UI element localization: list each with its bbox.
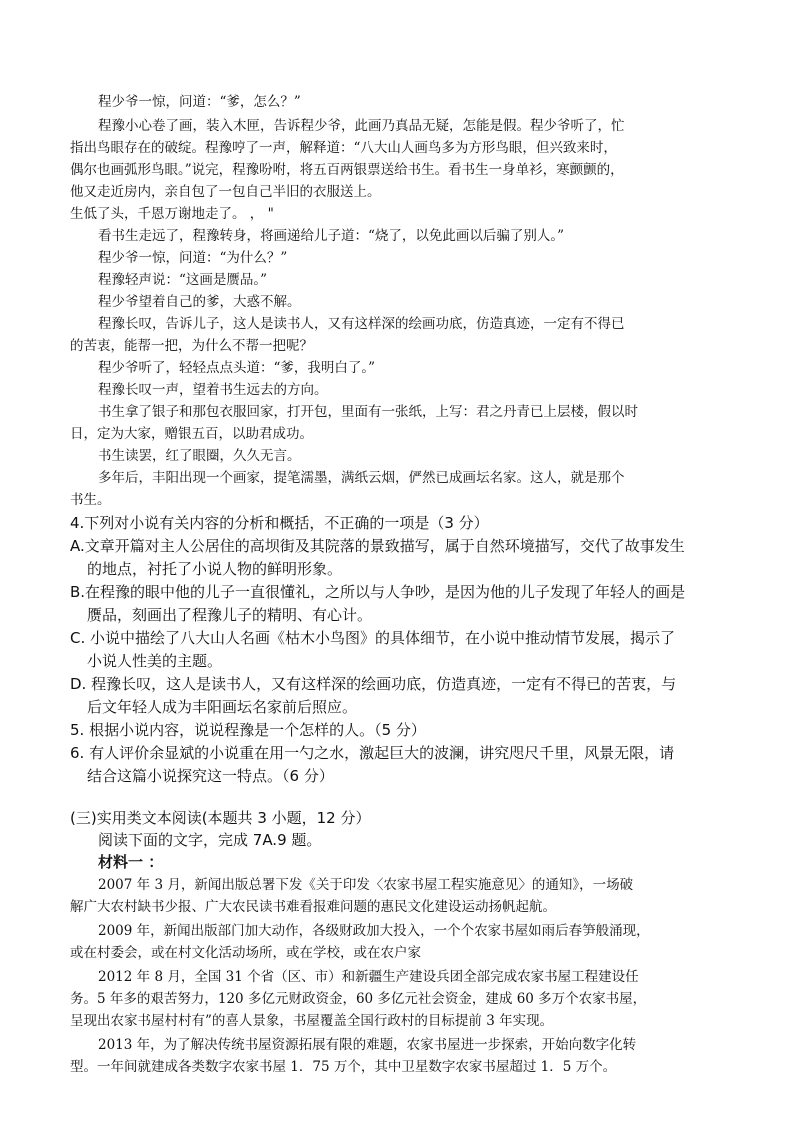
option-d-cont: 后文年轻人成为丰阳画坛名家前后照应。 <box>87 698 358 716</box>
story-line: 程豫长叹，告诉儿子，这人是读书人，又有这样深的绘画功底，仿造真迹，一定有不得已 <box>98 316 625 332</box>
question-6: 6. 有人评价余显斌的小说重在用一勺之水，激起巨大的波澜，讲究咫尺千里，风景无限，请 <box>70 744 675 762</box>
story-line: 书生。 <box>70 492 111 508</box>
option-b-cont: 赝品，刻画出了程豫儿子的精明、有心计。 <box>87 606 373 624</box>
material-line: 解广大农村缺书少报、广大农民读书难看报难问题的惠民文化建设运动扬帆起航。 <box>70 899 556 915</box>
story-line: 程少爷听了，轻轻点点头道：“爹，我明白了。” <box>98 360 376 376</box>
option-a: A.文章开篇对主人公居住的高坝街及其院落的景致描写，属于自然环境描写，交代了故事发生 <box>70 537 685 555</box>
material-line: 型。一年间就建成各类数字农家书屋 1．75 万个，其中卫星数字农家书屋超过 1．5 万个。 <box>70 1059 617 1075</box>
material-line: 2012 年 8 月，全国 31 个省（区、市）和新疆生产建设兵团全部完成农家书屋工程建设任 <box>98 969 639 985</box>
material-line: 或在村委会，或在村文化活动场所，或在学校，或在农户家 <box>70 945 421 961</box>
story-line: 他又走近房内，亲自包了一包自己半旧的衣服送上。 <box>70 184 381 200</box>
option-a-cont: 的地点，衬托了小说人物的鲜明形象。 <box>87 560 343 578</box>
story-line: 程少爷一惊，问道：“为什么？” <box>98 250 288 266</box>
material-line: 2013 年，为了解决传统书屋资源拓展有限的难题，农家书屋进一步探索，开始向数字化转 <box>98 1037 637 1053</box>
option-b: B.在程豫的眼中他的儿子一直很懂礼，之所以与人争吵，是因为他的儿子发现了年轻人的画是 <box>70 583 686 601</box>
material-line: 2007 年 3 月，新闻出版总署下发《关于印发〈农家书屋工程实施意见〉的通知》，一场破 <box>98 877 634 893</box>
story-line: 生低了头，千恩万谢地走了。 ， " <box>70 206 274 222</box>
story-line: 多年后，丰阳出现一个画家，提笔濡墨，满纸云烟，俨然已成画坛名家。这人，就是那个 <box>98 470 625 486</box>
option-c-cont: 小说人性美的主题。 <box>87 652 223 670</box>
story-line: 日，定为大家，赠银五百，以助君成功。 <box>70 426 313 442</box>
story-line: 偶尔也画弧形鸟眼。”说完，程豫吩咐，将五百两银票送给书生。看书生一身单衫，寒颤颤的， <box>70 162 624 178</box>
option-d: D. 程豫长叹，这人是读书人，又有这样深的绘画功底，仿造真迹，一定有不得已的苦衷，与 <box>70 675 677 693</box>
story-line: 程少爷望着自己的爹，大惑不解。 <box>98 294 301 310</box>
story-line: 指出鸟眼存在的破绽。程豫哼了一声，解释道：“八大山人画鸟多为方形鸟眼，但兴致来时， <box>70 140 617 156</box>
material-label: 材料一 ： <box>98 853 164 871</box>
story-line: 看书生走远了，程豫转身，将画递给儿子道：“烧了，以免此画以后骗了别人。” <box>98 228 565 244</box>
question-5: 5. 根据小说内容，说说程豫是一个怎样的人。（5 分） <box>70 721 426 739</box>
material-line: 2009 年，新闻出版部门加大动作，各级财政加大投入，一个个农家书屋如雨后春笋般涌现， <box>98 923 650 939</box>
story-line: 程少爷一惊，问道：“爹，怎么？” <box>98 94 301 110</box>
story-line: 书生拿了银子和那包衣服回家，打开包，里面有一张纸，上写：君之丹青已上层楼，假以时 <box>98 404 638 420</box>
question-6-cont: 结合这篇小说探究这一特点。（6 分） <box>87 767 334 785</box>
section-instruction: 阅读下面的文字，完成 7A.9 题。 <box>98 831 322 849</box>
material-line: 呈现出农家书屋村村有”的喜人景象，书屋覆盖全国行政村的目标提前 3 年实现。 <box>70 1013 554 1029</box>
section-heading: (三)实用类文本阅读(本题共 3 小题，12 分） <box>70 809 371 827</box>
option-c: C. 小说中描绘了八大山人名画《枯木小鸟图》的具体细节，在小说中推动情节发展，揭示了 <box>70 629 676 647</box>
story-line: 程豫小心卷了画，装入木匣，告诉程少爷，此画乃真品无疑，怎能是假。程少爷听了，忙 <box>98 118 625 134</box>
story-line: 书生读罢，红了眼圈，久久无言。 <box>98 448 301 464</box>
material-line: 务。5 年多的艰苦努力，120 多亿元财政资金，60 多亿元社会资金，建成 60 多万个农家书屋， <box>70 991 647 1007</box>
story-line: 的苦衷，能帮一把，为什么不帮一把呢？ <box>70 338 313 354</box>
story-line: 程豫长叹一声，望着书生远去的方向。 <box>98 382 328 398</box>
question-4-stem: 4.下列对小说有关内容的分析和概括，不正确的一项是（3 分） <box>70 514 489 532</box>
story-line: 程豫轻声说：“这画是赝品。” <box>98 272 268 288</box>
